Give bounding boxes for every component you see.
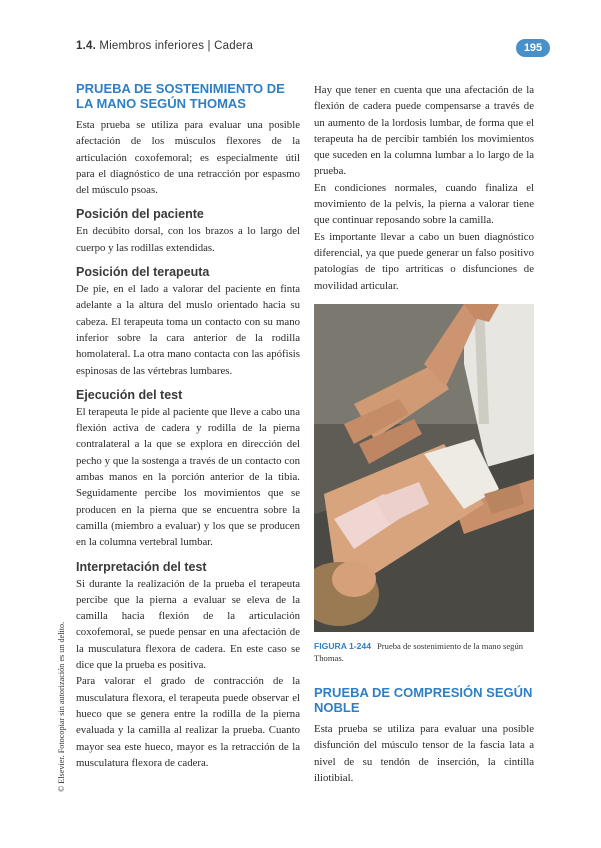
heading-interpretacion: Interpretación del test	[76, 559, 207, 574]
figure-caption	[314, 640, 536, 664]
text-interpretacion-1: Si durante la realización de la prueba el terapeuta percibe que la pierna a evaluar se eleva de la camilla hacia flexión de la articulación coxofemoral, se puede pensar en una afectación de la musculatura flexora de cadera. En este caso se dice que la prueba es positiva.	[76, 577, 300, 672]
text-posicion-paciente: En decúbito dorsal, con los brazos a lo largo del cuerpo y las rodillas extendidas.	[76, 225, 300, 254]
heading-posicion-terapeuta: Posición del terapeuta	[76, 265, 210, 280]
page-number-badge: 195	[516, 39, 550, 57]
intro-paragraph: Esta prueba se utiliza para evaluar una posible afectación de los músculos flexores de la articulación coxofemoral; es especialmente útil para el diagnóstico de una retracción por espasmo del músculo psoas.	[76, 119, 300, 197]
figure-caption-text: Prueba de sostenimiento de la mano según Thomas.	[314, 641, 524, 663]
heading-posicion-paciente: Posición del paciente	[76, 207, 204, 222]
figure-illustration	[314, 304, 534, 632]
figure-label: FIGURA 1-244	[314, 641, 371, 651]
text-posicion-terapeuta: De pie, en el lado a valorar del paciente en finta adelante a la altura del muslo orientado hacia su cabeza. El terapeuta toma un contacto con su mano inferior sobre la cara anterior de la rodilla homolateral. La otra mano contacta con las apófisis espinosas de las vértebras lumbares.	[76, 283, 300, 377]
right-column	[314, 82, 534, 294]
section-title-noble: PRUEBA DE COMPRESIÓN SEGÚN NOBLE	[314, 685, 533, 715]
left-column	[76, 82, 300, 771]
text-noble: Esta prueba se utiliza para evaluar una posible disfunción del músculo tensor de la fascia lata a nivel de su tendón de inserción, la cintilla iliotibial.	[314, 723, 534, 784]
right-paragraph-1: Hay que tener en cuenta que una afectación de la flexión de cadera puede compensarse a través de un aumento de la lordosis lumbar, de forma que el terapeuta ha de percibir también los movimientos que suceden en la columna lumbar a lo largo de la prueba.	[314, 84, 534, 178]
right-paragraph-2: En condiciones normales, cuando finaliza el movimiento de la pelvis, la pierna a valorar tiene que continuar reposando sobre la camilla.	[314, 181, 534, 227]
section-number: 1.4.	[76, 40, 96, 52]
text-ejecucion: El terapeuta le pide al paciente que lleve a cabo una flexión activa de cadera y rodilla de la pierna contralateral a la que se explora en dirección del pecho y que la sostenga a través de un contacto con ambas manos en la porción anterior de la tibia. Seguidamente percibe los movimientos que se producen en la pierna que se encuentra sobre la camilla (miembro a evaluar) y los que se producen en la columna vertebral lumbar.	[76, 405, 300, 549]
right-paragraph-3: Es importante llevar a cabo un buen diagnóstico diferencial, ya que puede generar un falso positivo patologías de tipo artríticas o disfunciones de movilidad articular.	[314, 230, 534, 292]
figure-photo	[314, 304, 534, 632]
text-interpretacion-2: Para valorar el grado de contracción de la musculatura flexora, el terapeuta puede observar el hueco que se genera entre la rodilla de la pierna evaluada y la camilla al realizar la prueba. Cuanto mayor sea este hueco, mayor es la retracción de la musculatura flexora de cadera.	[76, 675, 300, 769]
running-header	[76, 40, 516, 52]
heading-ejecucion: Ejecución del test	[76, 387, 183, 402]
header-title: Miembros inferiores | Cadera	[99, 40, 254, 52]
copyright-note: © Elsevier. Fotocopiar sin autorización es un delito.	[57, 621, 66, 792]
section-title-thomas: PRUEBA DE SOSTENIMIENTO DE LA MANO SEGÚN THOMAS	[76, 81, 285, 111]
section-noble	[314, 686, 534, 786]
